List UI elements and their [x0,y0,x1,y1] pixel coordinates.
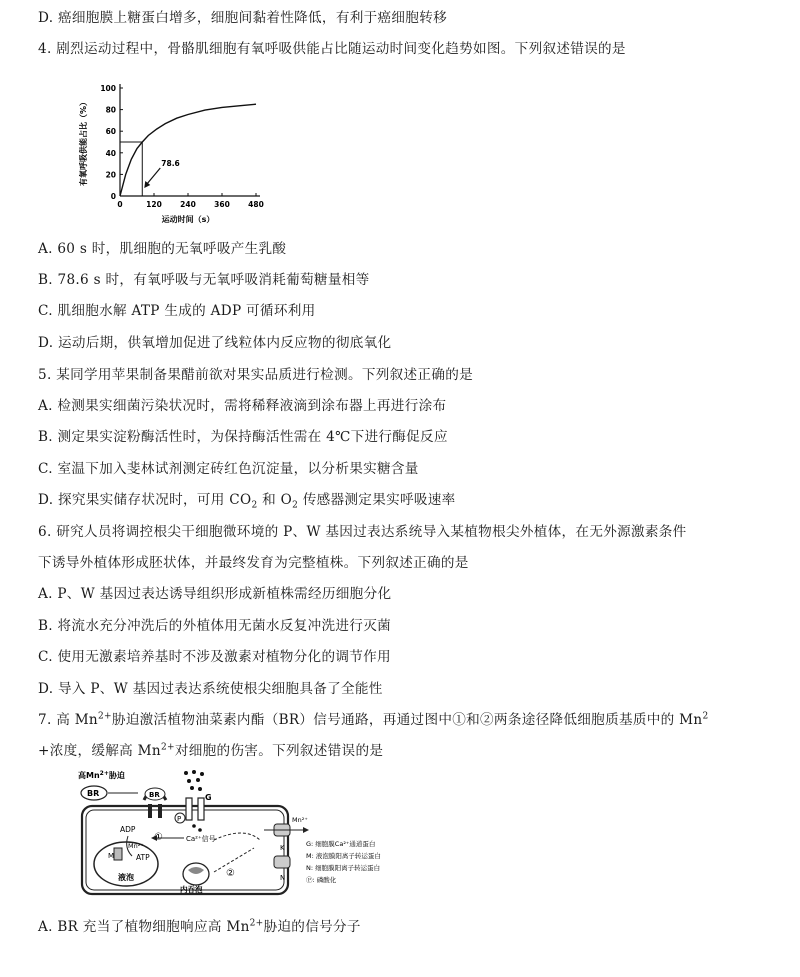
ca-dot-inside-2 [198,828,202,832]
n-transporter [274,856,290,868]
q7-l1-a: 7. 高 Mn [38,712,98,728]
mn-stress-diagram [74,768,404,898]
question-5-option-a: A. 检测果实细菌污染状况时，需将稀释液滴到涂布器上再进行涂布 [38,398,447,414]
mn-vacuole-label: Mn²⁺ [128,842,144,850]
q7-l1-sup2: 2 [702,711,709,722]
pathway-2-label: ② [226,868,235,879]
legend-m: M: 液泡膜阳离子转运蛋白 [306,852,381,860]
q5d-post: 传感器测定果实呼吸速率 [298,492,456,508]
g-channel-left [186,798,192,820]
receptor-stem-left [148,804,152,818]
q5d-sub2: 2 [292,500,299,511]
y-axis-label: 有氧呼吸供能占比（%） [79,97,88,187]
x-tick-label: 0 [117,200,123,209]
legend-n: N: 细胞膜阳离子转运蛋白 [306,864,381,872]
m-label: M [108,852,115,860]
q7-l2-a: +浓度，缓解高 Mn [38,743,161,759]
q7-l2-sup: 2+ [160,742,175,753]
ca-dot-inside [192,824,196,828]
signal-arrow-3 [214,833,260,840]
question-5-option-d [38,491,456,509]
q5d-mid: 和 O [257,492,293,508]
g-channel-right [198,798,204,820]
question-5-option-c: C. 室温下加入斐林试剂测定砖红色沉淀量，以分析果实糖含量 [38,461,419,477]
question-7-option-a [38,918,361,936]
n-label: N [280,874,286,882]
x-tick-label: 120 [146,200,162,209]
question-5-stem: 5. 某同学用苹果制备果醋前欲对果实品质进行检测。下列叙述正确的是 [38,367,474,383]
question-7-stem-line1 [38,711,708,729]
chart-svg [70,78,270,228]
mn-outside-label: Mn²⁺ [292,816,308,824]
question-4-option-d: D. 运动后期，供氧增加促进了线粒体内反应物的彻底氧化 [38,335,392,351]
x-axis-label: 运动时间（s） [161,215,215,224]
y-tick-label: 20 [105,170,116,180]
q7-l1-b: 胁迫激活植物油菜素内酯（BR）信号通路，再通过图中①和②两条途径降低细胞质基质中的 Mn [111,712,703,728]
series-line [120,104,256,196]
y-tick-label: 40 [105,148,116,158]
legend-p: Ⓟ: 磷酸化 [306,876,337,884]
question-4-stem: 4. 剧烈运动过程中，骨骼肌细胞有氧呼吸供能占比随运动时间变化趋势如图。下列叙述错误的是 [38,41,626,57]
q7-l2-b: 对细胞的伤害。下列叙述错误的是 [174,743,384,759]
pathway-1-label: ① [154,832,163,843]
annotation-guide [120,142,142,196]
q7-l1-sup: 2+ [97,711,112,722]
diagram-svg [74,768,404,898]
q7a-sup: 2+ [249,918,264,929]
question-6-stem-line1: 6. 研究人员将调控根尖干细胞微环境的 P、W 基因过表达系统导入某植物根尖外植体，在无外源激素条件 [38,524,687,540]
y-tick-label: 80 [105,105,116,115]
aerobic-ratio-chart [70,78,270,228]
prev-question-option-d: D. 癌细胞膜上糖蛋白增多，细胞间黏着性降低，有利于癌细胞转移 [38,10,447,26]
annotation-arrowhead [144,181,150,188]
question-4-option-a: A. 60 s 时，肌细胞的无氧呼吸产生乳酸 [38,241,287,257]
adp-label: ADP [120,825,136,834]
br-outer-label: BR [87,789,100,798]
question-6-option-d: D. 导入 P、W 基因过表达系统使根尖细胞具备了全能性 [38,681,383,697]
question-4-option-b: B. 78.6 s 时，有氧呼吸与无氧呼吸消耗葡萄糖量相等 [38,272,370,288]
y-tick-label: 100 [100,84,116,93]
m-transporter [114,848,122,860]
y-tick-label: 60 [105,127,116,137]
p-label: P [177,815,182,823]
legend-g: G: 细胞膜Ca²⁺通道蛋白 [306,840,376,848]
question-7-stem-line2 [38,742,383,760]
annotation-label: 78.6 [161,159,180,168]
x-tick-label: 480 [248,200,264,209]
atp-label: ATP [136,853,150,862]
receptor-stem-right [158,804,162,818]
q7a-pre: A. BR 充当了植物细胞响应高 Mn [38,919,250,935]
ca-signal-label: Ca²⁺信号 [186,835,216,843]
question-4-option-c: C. 肌细胞水解 ATP 生成的 ADP 可循环利用 [38,303,316,319]
question-6-stem-line2: 下诱导外植体形成胚状体，并最终发育为完整植株。下列叙述正确的是 [38,555,469,571]
x-tick-label: 360 [214,200,230,209]
endosome-label: 内吞泡 [180,885,203,894]
question-6-option-a: A. P、W 基因过表达诱导组织形成新植株需经历细胞分化 [38,586,392,602]
x-tick-label: 240 [180,200,196,209]
q5d-pre: D. 探究果实储存状况时，可用 CO [38,492,252,508]
question-6-option-b: B. 将流水充分冲洗后的外植体用无菌水反复冲洗进行灭菌 [38,618,391,634]
g-label: G [205,793,212,802]
endosome-content [188,867,204,874]
vacuole-label: 液泡 [118,873,134,882]
q7a-post: 胁迫的信号分子 [263,919,361,935]
y-tick-label: 0 [110,192,116,201]
calcium-dots [184,770,204,791]
stress-label: 高$Mn^{2+}$胁迫 [78,770,125,780]
k-label: K [280,844,285,852]
question-6-option-c: C. 使用无激素培养基时不涉及激素对植物分化的调节作用 [38,649,391,665]
question-5-option-b: B. 测定果实淀粉酶活性时，为保持酶活性需在 4℃下进行酶促反应 [38,429,448,445]
br-receptor-label: BR [149,791,160,799]
q5d-sub1: 2 [251,500,258,511]
